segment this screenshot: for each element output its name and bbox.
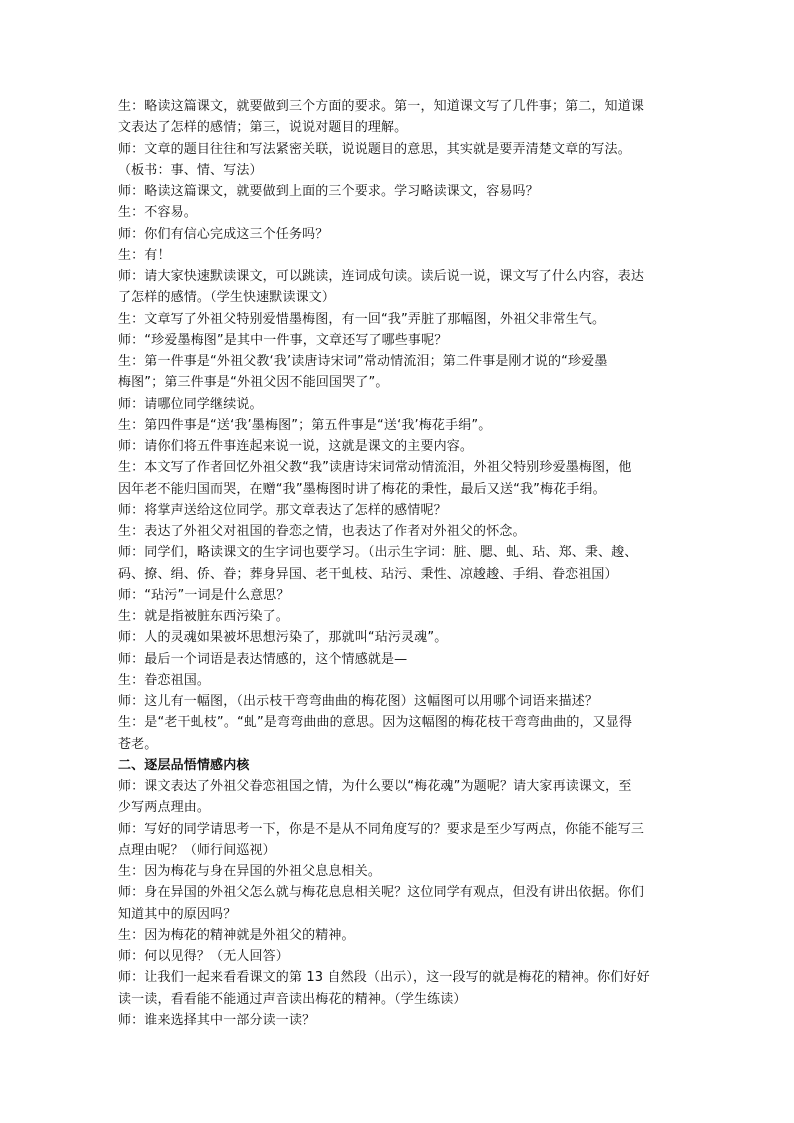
text-line: 生：不容易。	[118, 205, 197, 221]
text-line: 师：“珍爱墨梅图”是其中一件事，文章还写了哪些事呢？	[118, 332, 448, 348]
text-line: 生：因为梅花与身在异国的外祖父息息相关。	[118, 864, 382, 879]
text-line: 因年老不能归国而哭，在赠“我”墨梅图时讲了梅花的秉性，最后又送“我”梅花手绢。	[118, 481, 606, 497]
text-line: 生：眷恋祖国。	[118, 672, 211, 688]
text-line: 点理由呢？（师行间巡视）	[118, 842, 276, 858]
text-line: 师：这儿有一幅图，（出示枝干弯弯曲曲的梅花图）这幅图可以用哪个词语来描述？	[118, 694, 599, 709]
text-line: （板书：事、情、写法）	[118, 162, 263, 178]
text-line: 师：身在异国的外祖父怎么就与梅花息息相关呢？这位同学有观点，但没有讲出依据。你们	[118, 885, 645, 901]
document-body	[118, 96, 676, 1031]
text-line: 了怎样的感情。（学生快速默读课文）	[118, 290, 336, 306]
text-line: 码、撩、绢、侨、眷；葬身异国、老干虬枝、玷污、秉性、凉䞭䞭、手绢、眷恋祖国）	[118, 566, 618, 582]
text-line: 梅图”；第三件事是“外祖父因不能回国哭了”。	[118, 375, 389, 391]
text-line: 生：有！	[118, 247, 171, 263]
text-line: 师：人的灵魂如果被坏思想污染了，那就叫“玷污灵魂”。	[118, 630, 448, 646]
text-line: 生：第四件事是“送‘我’墨梅图”；第五件事是“送‘我’梅花手绢”。	[118, 417, 492, 433]
text-line: 苍老。	[118, 736, 158, 752]
text-line: 师：写好的同学请思考一下，你是不是从不同角度写的？要求是至少写两点，你能不能写三	[118, 821, 645, 837]
text-line: 师：何以见得？（无人回答）	[118, 949, 289, 964]
text-line: 生：本文写了作者回忆外祖父教“我”读唐诗宋词常动情流泪，外祖父特别珍爱墨梅图，他	[118, 460, 632, 476]
text-line: 生：是“老干虬枝”。“虬”是弯弯曲曲的意思。因为这幅图的梅花枝干弯弯曲曲的，又显得	[118, 715, 633, 731]
text-line: 师：将掌声送给这位同学。那文章表达了怎样的感情呢？	[118, 502, 447, 518]
text-line: 师：课文表达了外祖父眷恋祖国之情，为什么要以“梅花魂”为题呢？请大家再读课文，至	[118, 779, 632, 794]
text-line: 生：略读这篇课文，就要做到三个方面的要求。第一，知道课文写了几件事；第二，知道课	[118, 99, 645, 114]
section-heading: 二、逐层品悟情感内核	[118, 757, 250, 773]
text-line: 知道其中的原因吗？	[118, 906, 237, 922]
text-line: 文表达了怎样的感情；第三，说说对题目的理解。	[118, 120, 408, 136]
text-line: 师：最后一个词语是表达情感的，这个情感就是—	[118, 651, 408, 667]
text-line: 生：文章写了外祖父特别爱惜墨梅图，有一回“我”弄脏了那幅图，外祖父非常生气。	[118, 311, 606, 327]
text-line: 生：就是指被脏东西污染了。	[118, 609, 289, 624]
text-line: 师：文章的题目往往和写法紧密关联，说说题目的意思，其实就是要弄清楚文章的写法。	[118, 141, 631, 157]
text-line: 师：让我们一起来看看课文的第 13 自然段（出示），这一段写的就是梅花的精神。你们好好	[118, 970, 650, 986]
text-line: 少写两点理由。	[118, 800, 211, 816]
text-line: 生：表达了外祖父对祖国的眷恋之情，也表达了作者对外祖父的怀念。	[118, 524, 526, 539]
text-line: 生：因为梅花的精神就是外祖父的精神。	[118, 927, 355, 943]
text-line: 师：请大家快速默读课文，可以跳读，连词成句读。读后说一说，课文写了什么内容，表达	[118, 269, 645, 284]
text-line: 师：请哪位同学继续说。	[118, 396, 263, 412]
text-line: 师：请你们将五件事连起来说一说，这就是课文的主要内容。	[118, 439, 474, 454]
text-line: 读一读，看看能不能通过声音读出梅花的精神。（学生练读）	[118, 991, 467, 1007]
text-line: 师：谁来选择其中一部分读一读？	[118, 1012, 316, 1028]
text-line: 师：同学们，略读课文的生字词也要学习。（出示生字词：脏、腮、虬、玷、郑、秉、䞭、	[118, 545, 638, 561]
text-line: 师：略读这篇课文，就要做到上面的三个要求。学习略读课文，容易吗？	[118, 184, 539, 199]
text-line: 生：第一件事是“外祖父教‘我’读唐诗宋词”常动情流泪；第二件事是刚才说的“珍爱墨	[118, 354, 608, 369]
text-line: 师：“玷污”一词是什么意思？	[118, 587, 290, 603]
text-line: 师：你们有信心完成这三个任务吗？	[118, 226, 329, 242]
